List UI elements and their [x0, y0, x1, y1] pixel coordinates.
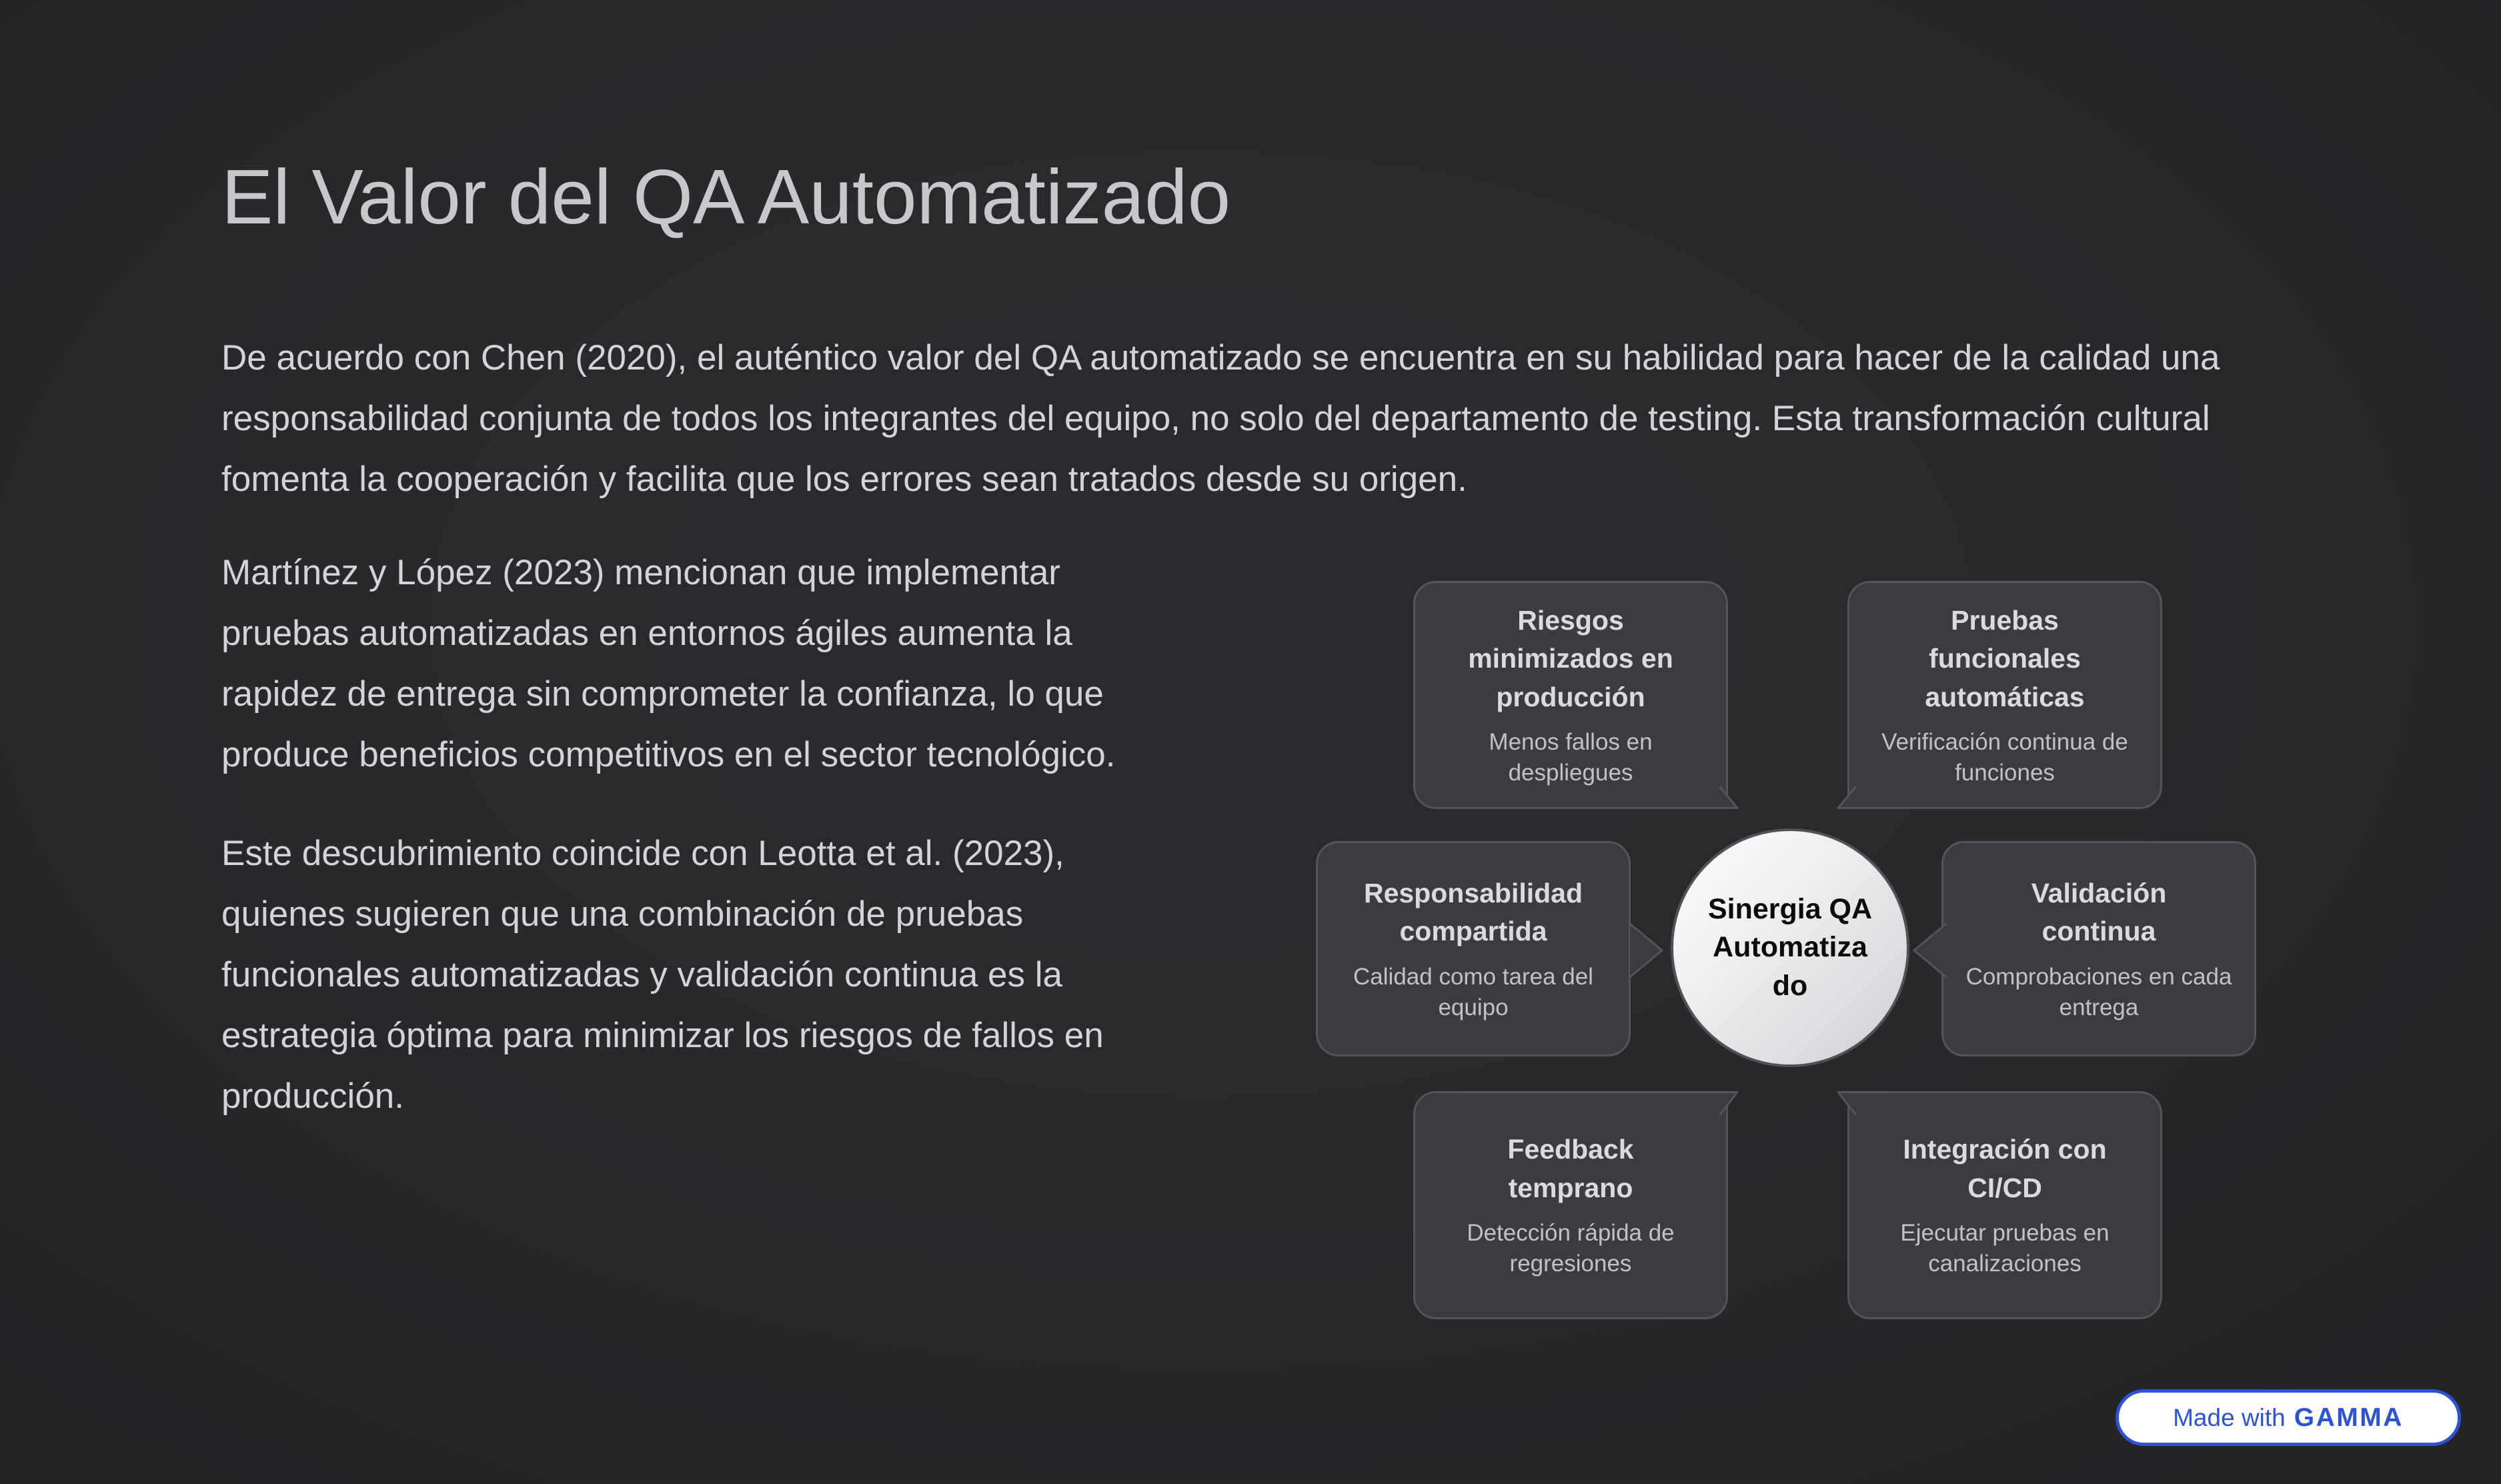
bubble-title: Integración con CI/CD: [1903, 1134, 2107, 1203]
bubble-subtitle: Verificación continua de funciones: [1881, 728, 2128, 786]
bubble-title: Riesgos minimizados en producción: [1468, 604, 1673, 712]
bubble-tail-right-icon: [1630, 920, 1670, 980]
left-text-column: [221, 542, 1195, 1127]
bubble-subtitle: Comprobaciones en cada entrega: [1965, 963, 2232, 1020]
bubble-feedback-temprano: [1413, 1091, 1728, 1319]
bubble-title: Validación continua: [2031, 877, 2167, 947]
bubble-tail-bottom-right-icon: [1720, 776, 1747, 809]
gamma-logo: GAMMA: [2294, 1403, 2404, 1432]
bubble-title: Pruebas funcionales automáticas: [1925, 604, 2085, 712]
diagram-center-label: Sinergia QA Automatizado: [1707, 893, 1873, 1002]
diagram-center-circle: [1671, 828, 1909, 1067]
bubble-riesgos-minimizados: [1413, 581, 1728, 809]
bubble-tail-left-icon: [1906, 920, 1946, 980]
paragraph-martinez-lopez: Martínez y López (2023) mencionan que implementar pruebas automatizadas en entornos ágiles aumenta la rapidez de entrega sin comprometer la confianza, lo que produce beneficios competitivos en el sector tecnológico.: [221, 553, 1116, 775]
bubble-subtitle: Ejecutar pruebas en canalizaciones: [1900, 1220, 2110, 1277]
bubble-integracion-cicd: [1847, 1091, 2162, 1319]
bubble-subtitle: Calidad como tarea del equipo: [1353, 963, 1593, 1020]
paragraph-leotta: Este descubrimiento coincide con Leotta et al. (2023), quienes sugieren que una combinación de pruebas funcionales automatizadas y validación continua es la estrategia óptima para minimizar los riesgos de fallos en producción.: [221, 833, 1104, 1117]
bubble-pruebas-funcionales: [1847, 581, 2162, 809]
bubble-title: Feedback temprano: [1507, 1134, 1634, 1203]
badge-prefix-label: Made with: [2173, 1403, 2286, 1431]
made-with-gamma-badge[interactable]: [2116, 1389, 2461, 1446]
bubble-responsabilidad-compartida: [1316, 841, 1631, 1056]
page-title: El Valor del QA Automatizado: [221, 153, 1231, 240]
bubble-tail-top-right-icon: [1720, 1091, 1747, 1125]
bubble-subtitle: Menos fallos en despliegues: [1489, 728, 1653, 786]
bubble-validacion-continua: [1941, 841, 2256, 1056]
intro-paragraph: De acuerdo con Chen (2020), el auténtico valor del QA automatizado se encuentra en su habilidad para hacer de la calidad una responsabilidad conjunta de todos los integrantes del equipo, no solo del departamento de testing. Esta transformación cultural fomenta la cooperación y facilita que los errores sean tratados desde su origen.: [221, 338, 2220, 500]
bubble-subtitle: Detección rápida de regresiones: [1467, 1220, 1675, 1277]
synergy-diagram: [1301, 567, 2274, 1334]
bubble-title: Responsabilidad compartida: [1363, 877, 1583, 947]
bubble-tail-top-left-icon: [1829, 1091, 1855, 1125]
bubble-tail-bottom-left-icon: [1829, 776, 1855, 809]
